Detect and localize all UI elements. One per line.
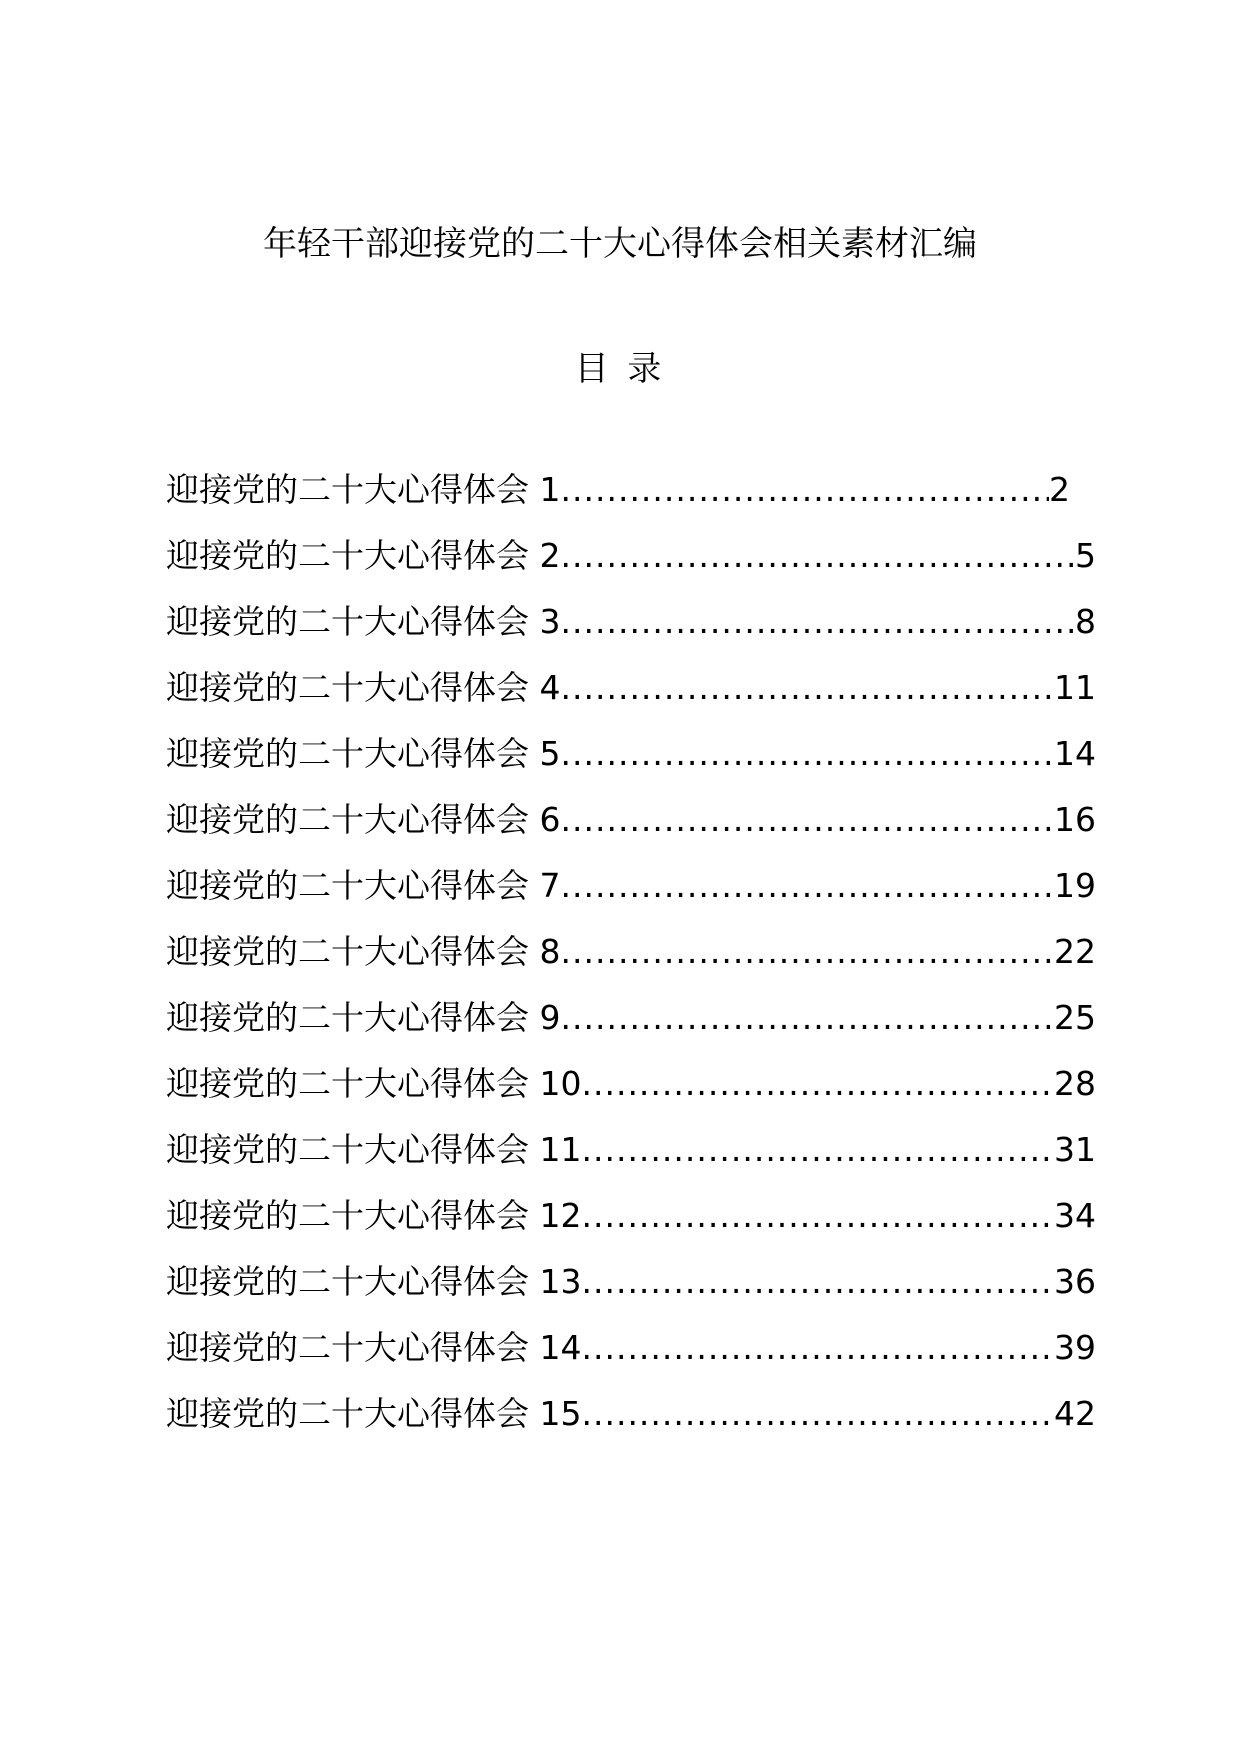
toc-dot-leader [561,862,1055,910]
toc-entry-label: 迎接党的二十大心得体会 10 [166,1064,582,1103]
toc-dot-leader [561,730,1055,778]
toc-entry-label: 迎接党的二十大心得体会 6 [166,800,561,839]
toc-heading: 目 录 [574,349,666,389]
toc-entry-page: 25 [1054,998,1096,1037]
toc-entry-page: 28 [1054,1064,1096,1103]
toc-entry-label: 迎接党的二十大心得体会 4 [166,668,561,707]
toc-dot-leader [581,1060,1054,1108]
toc-entry-label: 迎接党的二十大心得体会 9 [166,998,561,1037]
toc-entry-page: 14 [1054,734,1096,773]
toc-entry[interactable] [166,598,1096,664]
document-title: 年轻干部迎接党的二十大心得体会相关素材汇编 [263,224,977,264]
toc-dot-leader [561,796,1055,844]
toc-entry[interactable] [166,1258,1096,1324]
toc-dot-leader [561,532,1076,580]
toc-entry[interactable] [166,466,1096,532]
toc-dot-leader [561,598,1076,646]
toc-entry[interactable] [166,1126,1096,1192]
toc-dot-leader [581,1192,1054,1240]
toc-entry-page: 16 [1054,800,1096,839]
toc-dot-leader [561,466,1050,514]
toc-entry-page: 19 [1054,866,1096,905]
toc-entry-page: 34 [1054,1196,1096,1235]
toc-entry-page: 2 [1049,470,1070,509]
toc-entry-page: 8 [1075,602,1096,641]
toc-dot-leader [581,1126,1054,1174]
toc-entry-label: 迎接党的二十大心得体会 13 [166,1262,582,1301]
toc-entry[interactable] [166,1192,1096,1258]
toc-entry-label: 迎接党的二十大心得体会 3 [166,602,561,641]
toc-dot-leader [581,1258,1054,1306]
toc-entry[interactable] [166,1390,1096,1456]
toc-entry[interactable] [166,730,1096,796]
toc-entry[interactable] [166,532,1096,598]
toc-entry[interactable] [166,862,1096,928]
toc-entry-label: 迎接党的二十大心得体会 1 [166,470,561,509]
toc-dot-leader [561,664,1055,712]
toc-entry-label: 迎接党的二十大心得体会 7 [166,866,561,905]
toc-dot-leader [581,1390,1054,1438]
toc-entry[interactable] [166,928,1096,994]
toc-dot-leader [561,994,1055,1042]
toc-entry-label: 迎接党的二十大心得体会 12 [166,1196,582,1235]
toc-entry-label: 迎接党的二十大心得体会 5 [166,734,561,773]
toc-entry[interactable] [166,796,1096,862]
toc-entry[interactable] [166,664,1096,730]
toc-entry[interactable] [166,994,1096,1060]
table-of-contents [166,466,1096,1456]
toc-dot-leader [581,1324,1054,1372]
toc-entry-label: 迎接党的二十大心得体会 2 [166,536,561,575]
toc-dot-leader [561,928,1055,976]
toc-entry-page: 11 [1054,668,1096,707]
toc-entry-page: 22 [1054,932,1096,971]
toc-entry-label: 迎接党的二十大心得体会 11 [166,1130,582,1169]
toc-entry[interactable] [166,1060,1096,1126]
toc-entry-page: 31 [1054,1130,1096,1169]
toc-entry-label: 迎接党的二十大心得体会 14 [166,1328,582,1367]
toc-entry-page: 5 [1075,536,1096,575]
toc-entry-page: 39 [1054,1328,1096,1367]
toc-entry-label: 迎接党的二十大心得体会 8 [166,932,561,971]
toc-entry-page: 36 [1054,1262,1096,1301]
toc-entry-label: 迎接党的二十大心得体会 15 [166,1394,582,1433]
toc-entry[interactable] [166,1324,1096,1390]
toc-entry-page: 42 [1054,1394,1096,1433]
